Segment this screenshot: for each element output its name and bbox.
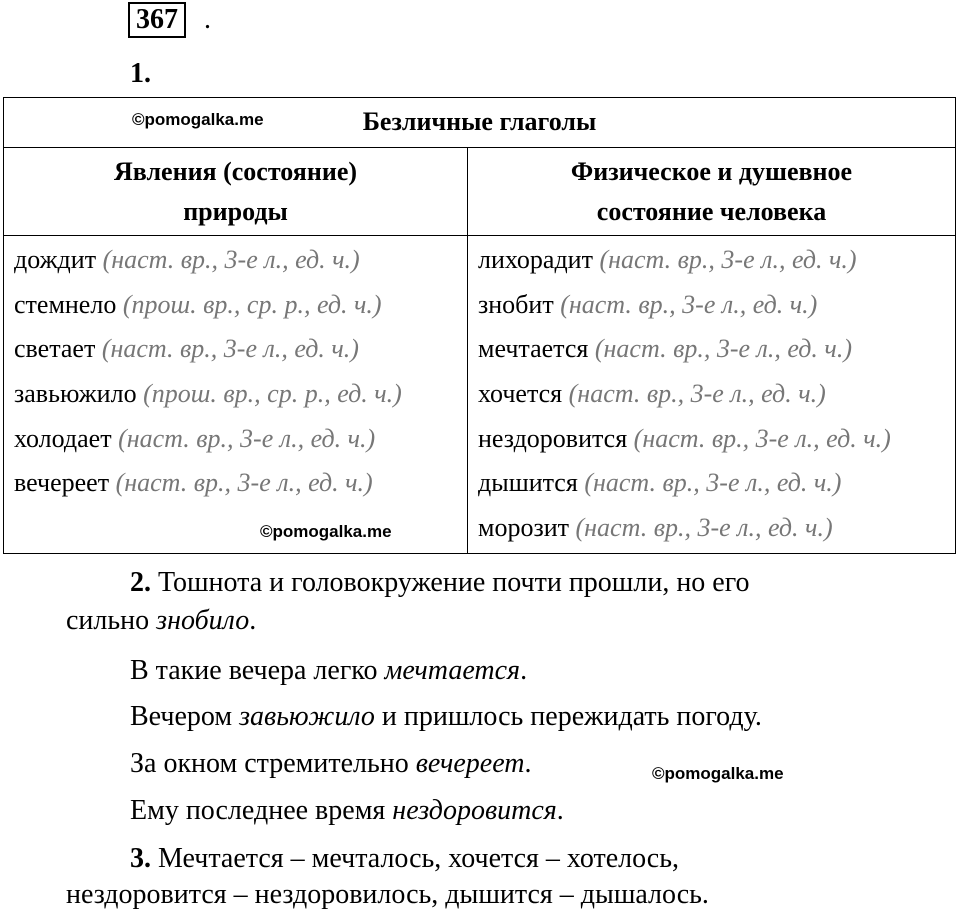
sentence-verb: знобило	[156, 605, 250, 636]
sentence-text: Вечером	[130, 701, 240, 732]
table-title: Безличные глаголы	[362, 107, 597, 136]
verb: знобит	[478, 289, 554, 319]
table-title-cell	[4, 98, 956, 148]
sentence-verb: завьюжило	[239, 701, 375, 732]
task-number-dot: .	[204, 4, 211, 35]
table-row	[478, 329, 955, 374]
grammar-note: (наст. вр., 3-е л., ед. ч.)	[102, 245, 360, 274]
table-row	[14, 374, 467, 419]
table-row	[478, 285, 955, 330]
human-verbs-cell	[468, 236, 956, 554]
part2-sentence4	[130, 745, 531, 783]
verb: мечтается	[478, 334, 589, 364]
verb: светает	[14, 334, 96, 364]
grammar-note: (наст. вр., 3-е л., ед. ч.)	[599, 245, 857, 274]
table-row	[14, 463, 467, 508]
table-row	[14, 419, 467, 464]
sentence-text: Тошнота и головокружение почти прошли, но его	[158, 567, 750, 598]
table-row	[478, 419, 955, 464]
table-row	[14, 240, 467, 285]
task-number-text: 367	[136, 4, 178, 35]
grammar-note: (наст. вр., 3-е л., ед. ч.)	[633, 423, 891, 453]
header-nature-line2: природы	[183, 197, 288, 226]
table-row	[478, 374, 955, 419]
part2-sentence1-line1	[130, 564, 750, 602]
watermark-bottom: ©pomogalka.me	[652, 764, 784, 783]
grammar-note: (наст. вр., 3-е л., ед. ч.)	[575, 513, 833, 543]
part2-sentence2	[130, 652, 527, 690]
sentence-text: .	[520, 655, 528, 686]
grammar-note: (наст. вр., 3-е л., ед. ч.)	[560, 289, 818, 319]
grammar-note: (наст. вр., 3-е л., ед. ч.)	[115, 468, 373, 498]
grammar-note: (наст. вр., 3-е л., ед. ч.)	[594, 334, 852, 364]
header-human-line1: Физическое и душевное	[570, 157, 853, 186]
table-row	[478, 463, 955, 508]
sentence-verb: мечтается	[384, 655, 521, 686]
verb: холодает	[14, 423, 112, 453]
part2-label: 2.	[130, 567, 151, 598]
part3-line1	[130, 840, 679, 878]
sentence-text: В такие вечера легко	[130, 655, 385, 686]
sentence-text: Мечтается – мечталось, хочется – хотелось,	[158, 843, 680, 874]
part1-label: 1.	[130, 58, 151, 89]
watermark-table: ©pomogalka.me	[260, 522, 392, 541]
task-number	[128, 2, 186, 38]
sentence-text: и пришлось пережидать погоду.	[374, 701, 762, 732]
sentence-text: .	[556, 795, 564, 826]
verb: хочется	[478, 379, 563, 409]
sentence-verb: вечереет	[415, 748, 525, 779]
table-row	[478, 240, 955, 285]
impersonal-verbs-table	[3, 97, 956, 554]
part2-sentence1-line2	[66, 602, 256, 640]
header-human-line2: состояние человека	[596, 197, 827, 226]
sentence-text: За окном стремительно	[130, 748, 416, 779]
sentence-text: .	[249, 605, 257, 636]
header-nature-line1: Явления (состояние)	[113, 157, 358, 186]
verb: лихорадит	[478, 245, 593, 274]
header-human-state	[468, 148, 956, 236]
table-row	[14, 329, 467, 374]
verb: вечереет	[14, 468, 110, 498]
part2-sentence5	[130, 792, 564, 830]
table-row	[14, 285, 467, 330]
sentence-text: Ему последнее время	[130, 795, 393, 826]
grammar-note: (наст. вр., 3-е л., ед. ч.)	[101, 334, 359, 364]
sentence-text: сильно	[66, 605, 157, 636]
part3-label: 3.	[130, 843, 151, 874]
verb: морозит	[478, 513, 569, 543]
grammar-note: (прош. вр., ср. р., ед. ч.)	[143, 379, 402, 409]
grammar-note: (прош. вр., ср. р., ед. ч.)	[122, 289, 382, 319]
verb: дышится	[478, 468, 578, 498]
table-row	[478, 508, 955, 553]
grammar-note: (наст. вр., 3-е л., ед. ч.)	[118, 423, 376, 453]
sentence-text: .	[524, 748, 532, 779]
grammar-note: (наст. вр., 3-е л., ед. ч.)	[584, 468, 842, 498]
sentence-verb: нездоровится	[392, 795, 557, 826]
watermark-top: ©pomogalka.me	[132, 110, 264, 129]
sentence-text: нездоровится – нездоровилось, дышится – дышалось.	[66, 879, 709, 910]
part2-sentence3	[130, 698, 762, 736]
verb: дождит	[14, 245, 97, 274]
header-nature	[4, 148, 468, 236]
nature-verbs-cell	[4, 236, 468, 554]
grammar-note: (наст. вр., 3-е л., ед. ч.)	[568, 379, 826, 409]
verb: стемнело	[14, 289, 117, 319]
verb: завьюжило	[14, 379, 137, 409]
verb: нездоровится	[478, 423, 628, 453]
part3-line2	[66, 876, 709, 914]
